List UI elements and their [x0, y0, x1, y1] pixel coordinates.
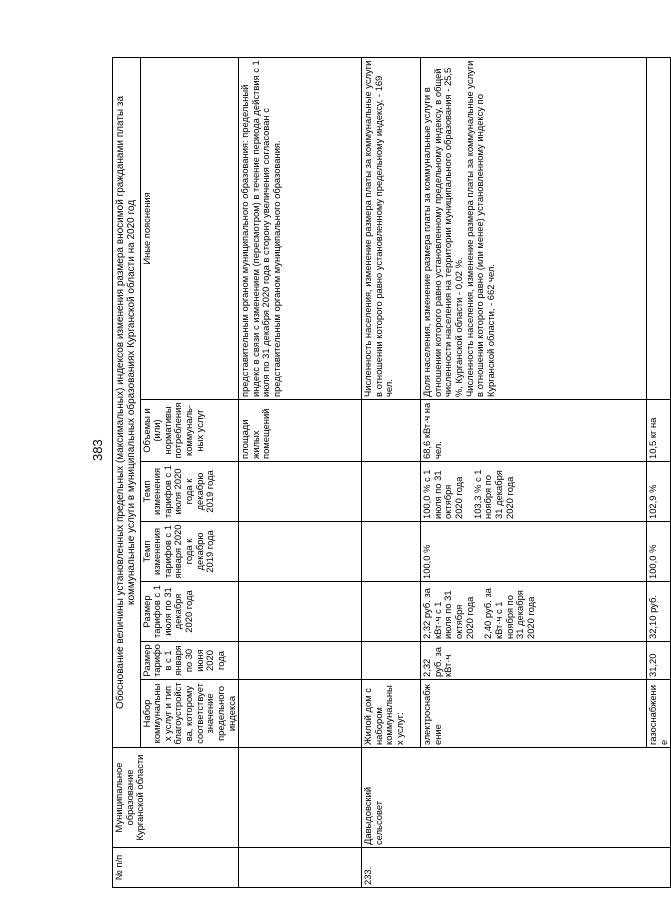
table-row: [239, 57, 362, 887]
rate-jul-part-1: 100,0 % с 1 июля по 31 октября 2020 года: [421, 469, 465, 519]
service-set: Жилой дом с набором коммунальных услуг:: [362, 680, 421, 748]
municipality-name: Давыдовский сельсовет: [362, 748, 671, 848]
header-volumes: Объемы и (или) нормативы потребления коммуналь-ных услуг: [140, 400, 239, 462]
rate-jan: 100,0 %: [647, 522, 671, 582]
header-num: № п/п: [113, 848, 239, 888]
row-number: 233.: [362, 848, 671, 888]
service-set: электроснабжение: [421, 680, 647, 748]
header-municipality: Муниципальное образование Курганской области: [113, 748, 239, 848]
tariff-jul-part-1: 2,32 руб. за кВт·ч с 1 июля по 31 октября 2020 года: [421, 588, 475, 639]
header-service-set: Набор коммунальных услуг и тип благоустройства, которому соответствует значение предельного индекса: [140, 680, 239, 748]
table-title: Обоснование величины установленных предельных (максимальных) индексов изменения размера вносимой гражданами платы за коммунальные услуги в муниципальных образованиях Курганской области на 2020 год: [113, 57, 141, 747]
tariff-jul: 32,10 руб.: [647, 582, 671, 642]
notes-part-1: Доля населения, изменение размера платы за коммунальные услуги в отношении которого равно установленному предельному индексу, в общей численности населения на территории муниципального образования - 25,5 %, Курганской области - 0,02 %.: [421, 67, 465, 397]
service-set: газоснабжение: [647, 680, 671, 748]
rate-jan: 100,0 %: [421, 522, 647, 582]
volumes-cell: 10,5 кг на: [647, 400, 671, 462]
header-notes: Иные пояснения: [140, 57, 239, 399]
page-number: 383: [90, 439, 105, 461]
tariff-table: [112, 57, 671, 888]
rate-jul-part-2: 103,3 % с 1 ноября по 31 декабря 2020 года: [471, 469, 515, 519]
tariff-jul-part-2: 2,40 руб. за кВт·ч с 1 ноября по 31 декабря 2020 года: [482, 588, 536, 639]
rotated-document: [112, 58, 669, 888]
header-tariff-jan: Размер тарифов с 1 января по 30 июня 2020 года: [140, 642, 239, 680]
table-row: [362, 57, 421, 887]
header-row-1: [113, 57, 141, 887]
tariff-jan: 2,32 руб. за кВт·ч: [421, 642, 647, 680]
rate-jul: [421, 462, 647, 522]
notes-cell: Численность населения, изменение размера платы за коммунальные услуги в отношении которого равно установленному предельному индексу, - 169 чел.: [362, 57, 421, 399]
tariff-jul: [421, 582, 647, 642]
notes-cell: [421, 57, 647, 399]
volumes-cell: площади жилых помещений: [239, 400, 362, 462]
notes-part-2: Численность населения, изменение размера платы за коммунальные услуги в отношении которого равно (или менее) установленному индексу по Курганской области, - 662 чел.: [463, 60, 496, 397]
header-rate-jan: Темп изменения тарифов с 1 января 2020 года к декабрю 2019 года: [140, 522, 239, 582]
volumes-cell: 68,6 кВт·ч на чел.: [421, 400, 647, 462]
rate-jul: 102,9 %: [647, 462, 671, 522]
tariff-jan: 31,20: [647, 642, 671, 680]
header-tariff-jul: Размер тарифов с 1 июля по 31 декабря 2020 года: [140, 582, 239, 642]
header-rate-jul: Темп изменения тарифов с 1 июля 2020 года к декабрю 2019 года: [140, 462, 239, 522]
notes-cell: представительным органом муниципального образования: предельный индекс в связи с изменением (пересмотром) в течение периода действия с 1 июля по 31 декабря 2020 года в сторону увеличения согласован с представительным органом муниципального образования.: [239, 57, 362, 399]
